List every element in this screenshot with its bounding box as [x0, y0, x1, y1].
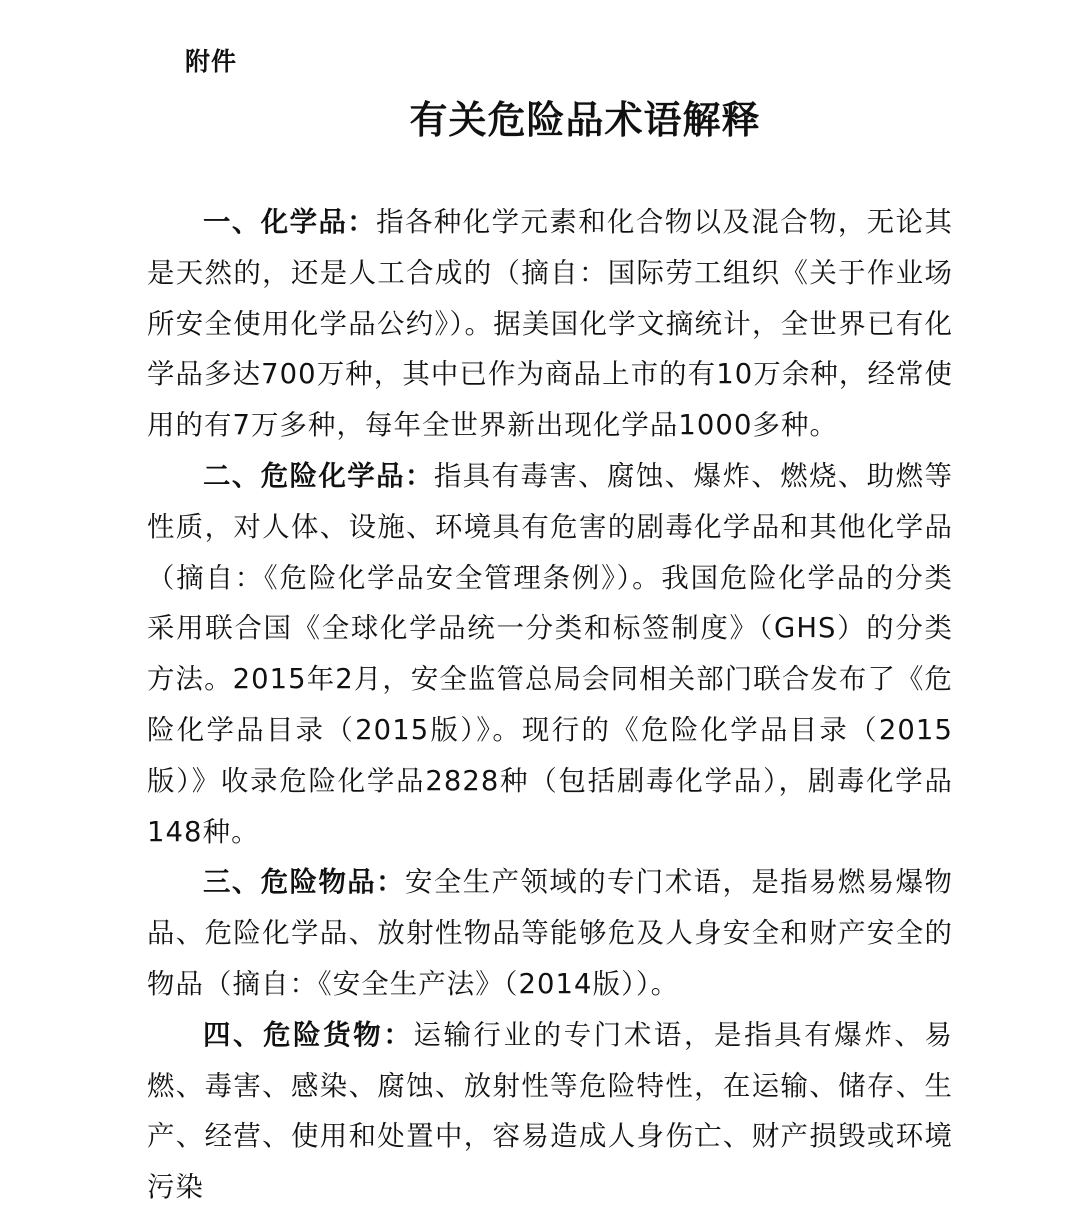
term-hazardous-chemicals: 二、危险化学品： — [203, 460, 434, 492]
term-dangerous-articles: 三、危险物品： — [203, 867, 406, 899]
definition-chemicals: 指各种化学元素和化合物以及混合物，无论其是天然的，还是人工合成的（摘自：国际劳工组织《关于作业场所安全使用化学品公约》）。据美国化学文摘统计，全世界已有化学品多达700万种，其中已作为商品上市的有10万余种，经常使用的有7万多种，每年全世界新出现化学品1000多种。 — [147, 207, 953, 442]
paragraph-hazardous-chemicals — [147, 452, 953, 858]
page-title: 有关危险品术语解释 — [409, 97, 761, 142]
definition-dangerous-articles: 安全生产领域的专门术语，是指易燃易爆物品、危险化学品、放射性物品等能够危及人身安全和财产安全的物品（摘自：《安全生产法》（2014版））。 — [147, 867, 954, 1000]
document-body — [147, 198, 953, 1214]
term-dangerous-goods: 四、危险货物： — [203, 1019, 414, 1051]
term-chemicals: 一、化学品： — [203, 207, 377, 238]
definition-hazardous-chemicals: 指具有毒害、腐蚀、爆炸、燃烧、助燃等性质，对人体、设施、环境具有危害的剧毒化学品和其他化学品（摘自：《危险化学品安全管理条例》）。我国危险化学品的分类采用联合国《全球化学品统一分类和标签制度》（GHS）的分类方法。2015年2月，安全监管总局会同相关部门联合发布了《危险化学品目录（2015版）》。现行的《危险化学品目录（2015版）》收录危险化学品2828种（包括剧毒化学品），剧毒化学品 148种。 — [147, 460, 953, 848]
paragraph-dangerous-articles — [147, 858, 953, 1010]
paragraph-dangerous-goods — [147, 1011, 953, 1214]
attachment-label: 附件 — [185, 47, 238, 76]
definition-dangerous-goods: 运输行业的专门术语，是指具有爆炸、易燃、毒害、感染、腐蚀、放射性等危险特性，在运输、储存、生产、经营、使用和处置中，容易造成人身伤亡、财产损毁或环境污染 — [147, 1019, 953, 1204]
paragraph-chemicals — [147, 198, 953, 452]
